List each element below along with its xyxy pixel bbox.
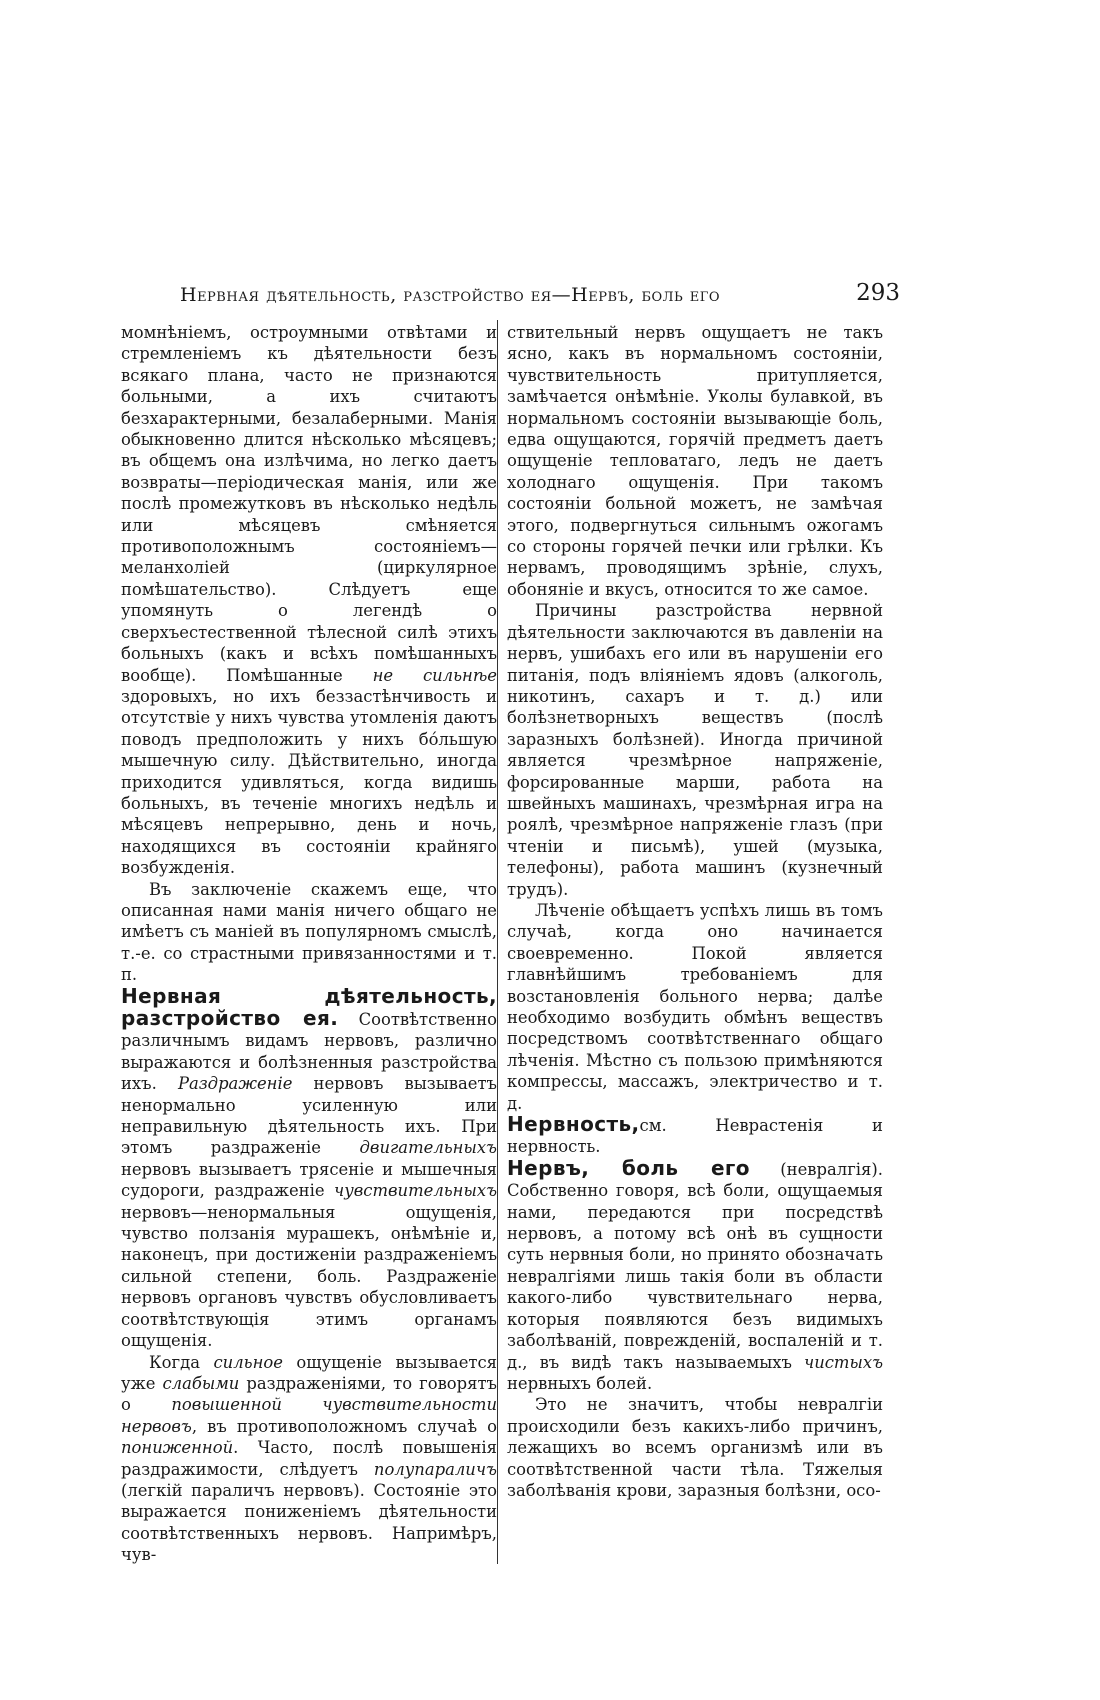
paragraph-treatment: Лѣченіе обѣщаетъ успѣхъ лишь въ томъ случаѣ, когда оно начинается своевременно. Покой является главнѣйшимъ требованіемъ для возстановленія больного нерва; далѣе необходимо возбудить обмѣнъ веществъ посредствомъ соотвѣтственнаго общаго лѣченія. Мѣстно съ пользою примѣняются компрессы, массажъ, электричество и т. д. (507, 900, 883, 1113)
paragraph-mania-cont (121, 322, 497, 879)
running-head (180, 280, 900, 314)
page-number: 293 (856, 280, 900, 306)
headword: Нервная дѣятельность, разстройство ея. (121, 983, 497, 1030)
text-run: ощущеніе вызывается уже (121, 1352, 497, 1393)
column-divider (497, 320, 498, 1564)
text-run: , въ противоположномъ случаѣ о (191, 1416, 497, 1436)
text-run: раздраженіями, то говорятъ о (121, 1373, 497, 1415)
headword: Нервность, (507, 1112, 640, 1137)
text-run: здоровыхъ, но ихъ беззастѣнчивость и отсутствіе у нихъ чувства утомленія даютъ поводъ предположить у нихъ бо́льшую мышечную силу. Дѣйствительно, иногда приходится удивляться, когда видишь больныхъ, въ теченіе многихъ недѣль и мѣсяцевъ непрерывно, день и ночь, находящихся въ состояніи крайняго возбужденія. (121, 686, 497, 878)
text-run: нервовъ вызываетъ ненормально усиленную или неправильную дѣятельность ихъ. При этомъ раздраженіе (121, 1074, 497, 1158)
paragraph-sensitivity (121, 1352, 497, 1566)
italic-text: повышенной чувствительности нервовъ (121, 1395, 497, 1436)
running-title: Нервная дѣятельность, разстройство ея—Нервъ, боль его (180, 284, 721, 306)
italic-text: чувствительныхъ (334, 1181, 497, 1201)
italic-text: чистыхъ (804, 1352, 883, 1372)
entry-nerve-pain (507, 1155, 883, 1394)
text-run: Соотвѣтственно различнымъ видамъ нервовъ, различно выражаются и болѣзненныя разстройства ихъ. (121, 1010, 497, 1094)
entry-nervousness (507, 1114, 883, 1158)
text-run: нервовъ вызываетъ трясеніе и мышечныя судороги, раздраженіе (121, 1159, 497, 1201)
text-run: . Часто, послѣ повышенія раздражимости, слѣдуетъ (121, 1438, 497, 1479)
paragraph-neuralgia-causes: Это не значитъ, чтобы невралгіи происходили безъ какихъ-либо причинъ, лежащихъ во всемъ организмѣ или въ соотвѣтственной части тѣла. Тяжелыя заболѣванія крови, заразныя болѣзни, осо- (507, 1395, 883, 1500)
italic-text: Раздраженіе (177, 1074, 293, 1094)
italic-text: не сильнѣе (372, 665, 497, 685)
headword: Нервъ, боль его (507, 1155, 750, 1180)
text-run: см. Неврастенія и нервность. (507, 1116, 883, 1157)
right-column (507, 322, 883, 1501)
italic-text: пониженной (121, 1438, 234, 1458)
italic-text: двигательныхъ (359, 1138, 497, 1158)
text-run: момнѣніемъ, остроумными отвѣтами и стремленіемъ къ дѣятельности безъ всякаго плана, часто не признаются больными, а ихъ считаютъ безхарактерными, безалаберными. Манія обыкновенно длится нѣсколько мѣсяцевъ; въ общемъ она излѣчима, но легко даетъ возвраты—періодическая манія, или же послѣ промежутковъ въ нѣсколько недѣль или мѣсяцевъ смѣняется противоположнымъ состояніемъ—меланхоліей (циркулярное помѣшательство). Слѣдуетъ еще упомянуть о легендѣ о сверхъестественной тѣлесной силѣ этихъ больныхъ (какъ и всѣхъ помѣшанныхъ вообще). Помѣшанные (121, 323, 497, 685)
italic-text: слабыми (162, 1373, 240, 1393)
left-column (121, 322, 497, 1566)
paragraph-conclusion: Въ заключеніе скажемъ еще, что описанная нами манія ничего общаго не имѣетъ съ маніей въ популярномъ смыслѣ, т.-е. со страстными привязанностями и т. п. (121, 879, 497, 985)
paragraph-causes: Причины разстройства нервной дѣятельности заключаются въ давленіи на нервъ, ушибахъ его или въ нарушеніи его питанія, подъ вліяніемъ ядовъ (алкоголь, никотинъ, сахаръ и т. д.) или болѣзнетворныхъ веществъ (послѣ заразныхъ болѣзней). Иногда причиной является чрезмѣрное напряженіе, форсированные марши, работа на швейныхъ машинахъ, чрезмѣрная игра на роялѣ, чрезмѣрное напряженіе глазъ (при чтеніи и письмѣ), ушей (музыка, телефоны), работа машинъ (кузнечный трудъ). (507, 601, 883, 899)
text-run: нервовъ—ненормальныя ощущенія, чувство ползанія мурашекъ, онѣмѣніе и, наконецъ, при достиженіи раздраженіемъ сильной степени, боль. Раздраженіе нервовъ органовъ чувствъ обусловливаетъ соотвѣтствующія этимъ органамъ ощущенія. (121, 1202, 497, 1351)
text-run: (невралгія). Собственно говоря, всѣ боли, ощущаемыя нами, передаются при посредствѣ нервовъ, а потому всѣ онѣ въ сущности суть нервныя боли, но принято обозначать невралгіями лишь такія боли въ области какого-либо чувствительнаго нерва, которыя появляются безъ видимыхъ заболѣваній, поврежденій, воспаленій и т. д., въ видѣ такъ называемыхъ (507, 1159, 883, 1372)
italic-text: сильное (213, 1352, 283, 1372)
text-run: (легкій параличъ нервовъ). Состояніе это выражается пониженіемъ дѣятельности соотвѣтственныхъ нервовъ. Напримѣръ, чув- (121, 1480, 497, 1565)
paragraph-sensitivity-cont: ствительный нервъ ощущаетъ не такъ ясно, какъ въ нормальномъ состояніи, чувствительность притупляется, замѣчается онѣмѣніе. Уколы булавкой, въ нормальномъ состояніи вызывающіе боль, едва ощущаются, горячій предметъ даетъ ощущеніе тепловатаго, ледъ не даетъ холоднаго ощущенія. При такомъ состояніи больной можетъ, не замѣчая этого, подвергнуться сильнымъ ожогамъ со стороны горячей печки или грѣлки. Къ нервамъ, проводящимъ зрѣніе, слухъ, обоняніе и вкусъ, относится то же самое. (507, 323, 883, 599)
text-run: Когда (149, 1352, 201, 1372)
italic-text: полупараличъ (373, 1459, 497, 1479)
text-run: нервныхъ болей. (507, 1373, 653, 1393)
entry-nervous-activity (121, 983, 497, 1352)
